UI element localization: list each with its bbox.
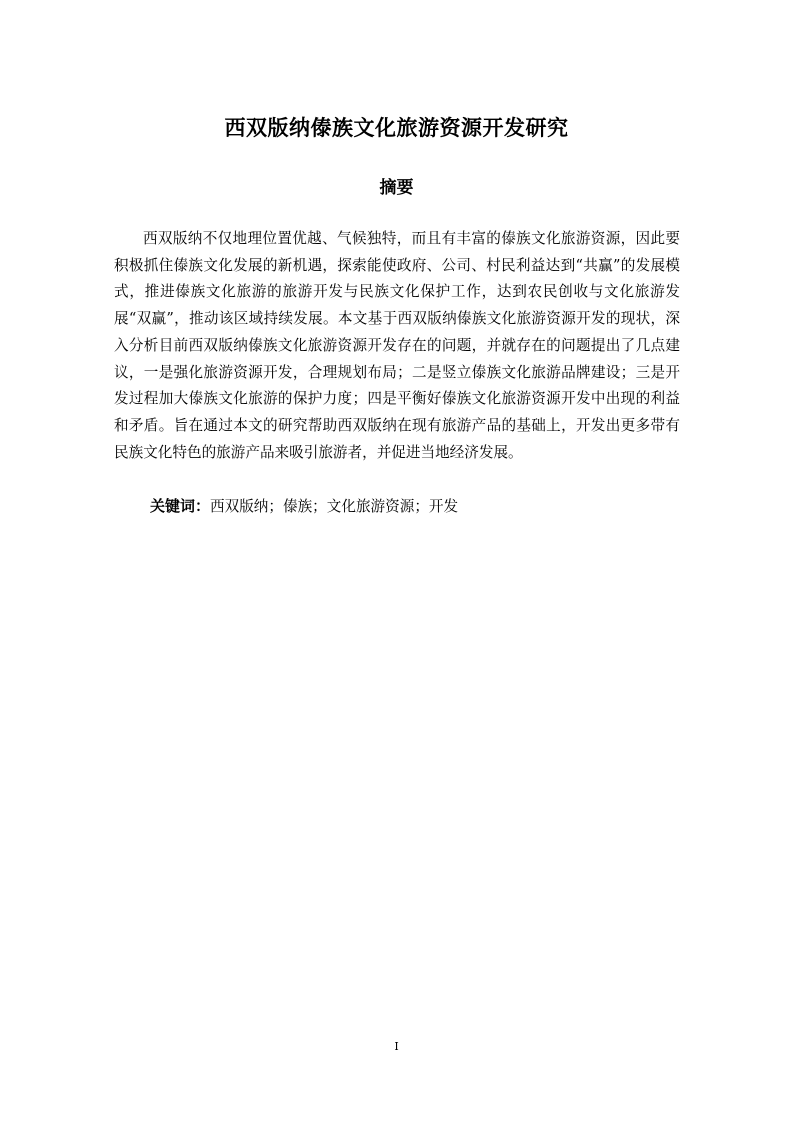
document-title: 西双版纳傣族文化旅游资源开发研究 xyxy=(224,116,569,140)
abstract-heading: 摘要 xyxy=(379,178,414,198)
page-number: I xyxy=(394,1040,399,1053)
keywords-line xyxy=(150,493,680,520)
abstract-paragraph: 西双版纳不仅地理位置优越、气候独特，而且有丰富的傣族文化旅游资源，因此要积极抓住傣族文化发展的新机遇，探索能使政府、公司、村民利益达到“共赢”的发展模式，推进傣族文化旅游的旅游开发与民族文化保护工作，达到农民创收与文化旅游发展“双赢”，推动该区域持续发展。本文基于西双版纳傣族文化旅游资源开发的现状，深入分析目前西双版纳傣族文化旅游资源开发存在的问题，并就存在的问题提出了几点建议，一是强化旅游资源开发，合理规划布局；二是竖立傣族文化旅游品牌建设；三是开发过程加大傣族文化旅游的保护力度；四是平衡好傣族文化旅游资源开发中出现的利益和矛盾。旨在通过本文的研究帮助西双版纳在现有旅游产品的基础上，开发出更多带有民族文化特色的旅游产品来吸引旅游者，并促进当地经济发展。 xyxy=(114,230,680,461)
keywords-label: 关键词： xyxy=(150,497,211,515)
keywords-text: 西双版纳；傣族；文化旅游资源；开发 xyxy=(210,498,459,515)
